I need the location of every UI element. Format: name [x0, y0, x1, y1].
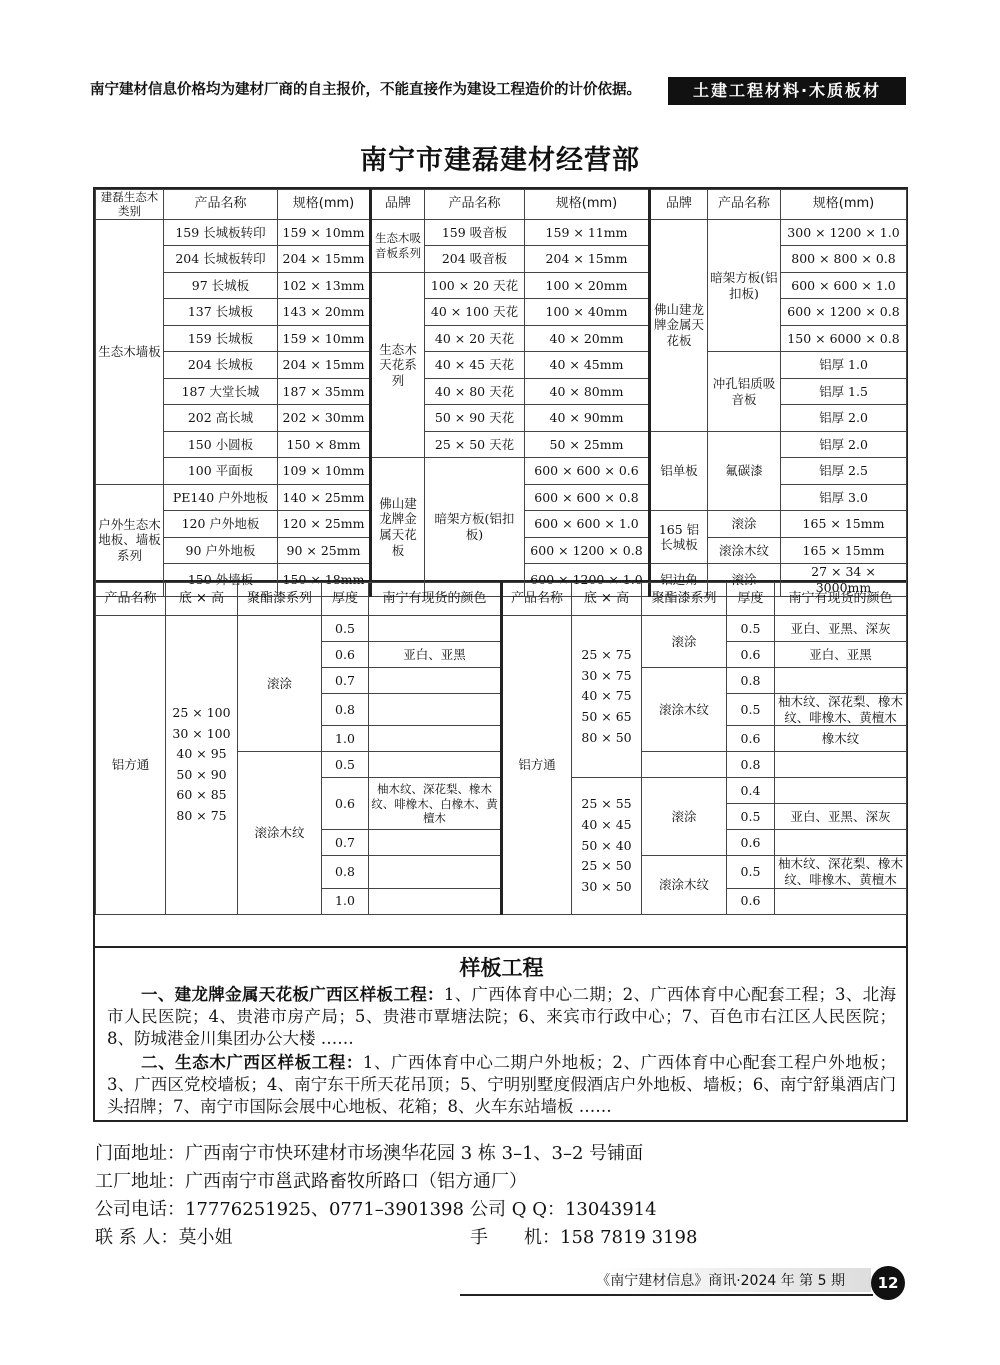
- brand-cell: 铝单板: [650, 431, 708, 511]
- table1-header: 产品名称: [708, 190, 781, 220]
- product-spec: 102 × 13mm: [278, 272, 371, 299]
- thickness: 0.6: [322, 778, 369, 830]
- category-cell: 户外生态木地板、墙板系列: [96, 484, 164, 596]
- table1-header: 建磊生态木类别: [96, 190, 164, 220]
- brand-cell: 铝边角: [650, 564, 708, 596]
- colors: [369, 888, 502, 914]
- table2-header: 底 × 高: [572, 583, 642, 616]
- table1-header: 品牌: [371, 190, 425, 220]
- paint-series: 滚涂: [642, 778, 727, 856]
- table-row: [96, 405, 907, 432]
- thickness: 0.7: [322, 668, 369, 694]
- projects-paragraph-1: [107, 984, 896, 1050]
- product-spec: 204 × 15mm: [278, 246, 371, 273]
- thickness: 0.8: [727, 668, 775, 694]
- product-spec: 109 × 10mm: [278, 458, 371, 485]
- colors: [775, 752, 907, 778]
- brand-cell: 165 铝长城板: [650, 511, 708, 564]
- product-spec: 120 × 25mm: [278, 511, 371, 538]
- table2-header: 南宁有现货的颜色: [369, 583, 502, 616]
- product-name: 暗架方板(铝扣板): [425, 458, 525, 596]
- thickness: 0.7: [322, 830, 369, 856]
- product-spec: 50 × 25mm: [525, 431, 650, 458]
- product-spec: 187 × 35mm: [278, 378, 371, 405]
- page-number: 12: [871, 1266, 905, 1300]
- projects-text-2: 1、广西体育中心二期户外地板；2、广西体育中心配套工程户外地板；3、广西区党校墙板；4、南宁东干所天花吊顶；5、宁明别墅度假酒店户外地板、墙板；6、南宁舒巢酒店门头招牌；7、南宁市国际会展中心地板、花箱；8、火车东站墙板 ……: [107, 1053, 897, 1116]
- product-name: 97 长城板: [164, 272, 278, 299]
- colors: 柚木纹、深花梨、橡木纹、啡橡木、白橡木、黄檀木: [369, 778, 502, 830]
- product-spec: 90 × 25mm: [278, 537, 371, 564]
- thickness: 0.8: [322, 856, 369, 888]
- header-banner: [90, 77, 906, 103]
- company-name: 南宁市建磊建材经营部: [360, 145, 640, 176]
- product-name: 187 大堂长城: [164, 378, 278, 405]
- table1-header: 品牌: [650, 190, 708, 220]
- colors: [369, 616, 502, 642]
- table-row: [96, 299, 907, 326]
- product-name: 100 平面板: [164, 458, 278, 485]
- product-name: 100 × 20 天花: [425, 272, 525, 299]
- thickness: 0.4: [727, 778, 775, 804]
- shop-address: 门面地址：广西南宁市快环建材市场澳华花园 3 栋 3–1、3–2 号铺面: [95, 1143, 644, 1164]
- product-name: 40 × 100 天花: [425, 299, 525, 326]
- product-name: 90 户外地板: [164, 537, 278, 564]
- product-spec: 铝厚 3.0: [781, 484, 907, 511]
- publication-info: 《南宁建材信息》商讯·2024 年 第 5 期: [596, 1273, 845, 1289]
- thickness: 0.8: [322, 694, 369, 726]
- product-name: 40 × 20 天花: [425, 325, 525, 352]
- product-spec: 800 × 800 × 0.8: [781, 246, 907, 273]
- product-name: 159 吸音板: [425, 219, 525, 246]
- table2-header: 厚度: [322, 583, 369, 616]
- colors: 亚白、亚黑: [369, 642, 502, 668]
- product-spec: 40 × 80mm: [525, 378, 650, 405]
- product-table-1: [93, 187, 908, 595]
- product-spec: 600 × 600 × 0.6: [525, 458, 650, 485]
- thickness: 0.5: [322, 752, 369, 778]
- product-table-2: [93, 582, 908, 948]
- product-spec: 27 × 34 × 3000mm: [781, 564, 907, 596]
- table-row: [96, 616, 907, 642]
- product-name: 滚涂: [708, 511, 781, 538]
- product-spec: 159 × 10mm: [278, 325, 371, 352]
- table1-header: 规格(mm): [781, 190, 907, 220]
- product-name: PE140 户外地板: [164, 484, 278, 511]
- size-list: 25 × 55 40 × 45 50 × 40 25 × 50 30 × 50: [572, 778, 642, 914]
- product-spec: 150 × 18mm: [278, 564, 371, 596]
- product-name: 冲孔铝质吸音板: [708, 352, 781, 432]
- projects-title: 样板工程: [459, 956, 544, 980]
- brand-cell: 佛山建龙牌金属天花板: [371, 458, 425, 596]
- colors: [369, 830, 502, 856]
- product-name: 202 高长城: [164, 405, 278, 432]
- product-name: 120 户外地板: [164, 511, 278, 538]
- company-phone: 公司电话：17776251925、0771–3901398: [95, 1199, 464, 1220]
- contact-person: 联 系 人：莫小姐: [95, 1227, 233, 1248]
- table2-header: 产品名称: [96, 583, 166, 616]
- product-name: 滚涂木纹: [708, 537, 781, 564]
- product-spec: 204 × 15mm: [278, 352, 371, 379]
- thickness: 0.5: [727, 694, 775, 726]
- table-row: [96, 219, 907, 246]
- product-spec: 165 × 15mm: [781, 537, 907, 564]
- brand-cell: 佛山建龙牌金属天花板: [650, 219, 708, 431]
- table1-header: 产品名称: [425, 190, 525, 220]
- table-row: [96, 352, 907, 379]
- product-spec: 204 × 15mm: [525, 246, 650, 273]
- table2-header: 产品名称: [502, 583, 572, 616]
- table2-header: 底 × 高: [166, 583, 238, 616]
- table-row: [96, 272, 907, 299]
- thickness: 0.5: [322, 616, 369, 642]
- table2-header: 厚度: [727, 583, 775, 616]
- colors: 柚木纹、深花梨、橡木纹、啡橡木、黄檀木: [775, 856, 907, 888]
- projects-paragraph-2: [107, 1052, 896, 1118]
- product-spec: 100 × 20mm: [525, 272, 650, 299]
- paint-series: 滚涂木纹: [642, 856, 727, 914]
- paint-series: [642, 752, 727, 778]
- thickness: 0.6: [727, 888, 775, 914]
- table1-header-row: [96, 190, 907, 220]
- product-name: 铝方通: [96, 616, 166, 915]
- thickness: 1.0: [322, 726, 369, 752]
- thickness: 1.0: [322, 888, 369, 914]
- product-name: 40 × 80 天花: [425, 378, 525, 405]
- product-spec: 140 × 25mm: [278, 484, 371, 511]
- product-spec: 40 × 20mm: [525, 325, 650, 352]
- table2-header-row: [96, 583, 907, 616]
- colors: [775, 778, 907, 804]
- brand-cell: 生态木吸音板系列: [371, 219, 425, 272]
- colors: [369, 694, 502, 726]
- product-spec: 100 × 40mm: [525, 299, 650, 326]
- table1-header: 规格(mm): [278, 190, 371, 220]
- product-spec: 铝厚 2.5: [781, 458, 907, 485]
- product-spec: 159 × 10mm: [278, 219, 371, 246]
- table2-header: 南宁有现货的颜色: [775, 583, 907, 616]
- colors: [775, 888, 907, 914]
- product-name: 204 吸音板: [425, 246, 525, 273]
- product-spec: 铝厚 2.0: [781, 405, 907, 432]
- brand-cell: 生态木天花系列: [371, 272, 425, 458]
- thickness: 0.6: [727, 642, 775, 668]
- colors: 亚白、亚黑、深灰: [775, 804, 907, 830]
- product-spec: 600 × 600 × 1.0: [781, 272, 907, 299]
- product-spec: 600 × 600 × 1.0: [525, 511, 650, 538]
- product-spec: 150 × 8mm: [278, 431, 371, 458]
- page-footer: [460, 1266, 905, 1302]
- section-title: 土建工程材料·木质板材: [668, 77, 906, 105]
- product-spec: 165 × 15mm: [781, 511, 907, 538]
- product-spec: 202 × 30mm: [278, 405, 371, 432]
- product-name: 滚涂: [708, 564, 781, 596]
- table-row: [96, 325, 907, 352]
- product-spec: 40 × 90mm: [525, 405, 650, 432]
- product-name: 150 小圆板: [164, 431, 278, 458]
- product-name: 暗架方板(铝扣板): [708, 219, 781, 352]
- product-name: 氟碳漆: [708, 431, 781, 511]
- category-cell: 生态木墙板: [96, 219, 164, 484]
- product-name: 40 × 45 天花: [425, 352, 525, 379]
- thickness: 0.5: [727, 856, 775, 888]
- product-spec: 143 × 20mm: [278, 299, 371, 326]
- table2-header: 聚酯漆系列: [238, 583, 322, 616]
- paint-series: 滚涂木纹: [238, 752, 322, 914]
- thickness: 0.6: [322, 642, 369, 668]
- table-row: [96, 431, 907, 458]
- colors: [369, 726, 502, 752]
- size-list: 25 × 75 30 × 75 40 × 75 50 × 65 80 × 50: [572, 616, 642, 778]
- table-row: [96, 458, 907, 485]
- product-spec: 600 × 1200 × 0.8: [525, 537, 650, 564]
- product-spec: 159 × 11mm: [525, 219, 650, 246]
- product-spec: 300 × 1200 × 1.0: [781, 219, 907, 246]
- colors: 亚白、亚黑、深灰: [775, 616, 907, 642]
- thickness: 0.6: [727, 726, 775, 752]
- projects-heading-2: 二、生态木广西区样板工程：: [141, 1053, 363, 1072]
- thickness: 0.5: [727, 616, 775, 642]
- thickness: 0.6: [727, 830, 775, 856]
- product-spec: 150 × 6000 × 0.8: [781, 325, 907, 352]
- table-row: [96, 246, 907, 273]
- paint-series: 滚涂木纹: [642, 668, 727, 752]
- table2-header: 聚酯漆系列: [642, 583, 727, 616]
- sample-projects: [93, 948, 908, 1122]
- disclaimer-notice: 南宁建材信息价格均为建材厂商的自主报价，不能直接作为建设工程造价的计价依据。: [90, 82, 641, 98]
- product-name: 159 长城板: [164, 325, 278, 352]
- table1-header: 产品名称: [164, 190, 278, 220]
- product-spec: 铝厚 1.0: [781, 352, 907, 379]
- thickness: 0.5: [727, 804, 775, 830]
- colors: [775, 668, 907, 694]
- mobile-phone: 手 机：158 7819 3198: [470, 1227, 698, 1248]
- table1-header: 规格(mm): [525, 190, 650, 220]
- factory-address: 工厂地址：广西南宁市邕武路畜牧所路口（铝方通厂）: [95, 1171, 527, 1192]
- colors: [369, 856, 502, 888]
- product-name: 204 长城板: [164, 352, 278, 379]
- paint-series: 滚涂: [238, 616, 322, 752]
- product-name: 159 长城板转印: [164, 219, 278, 246]
- colors: [775, 830, 907, 856]
- projects-text-1: 1、广西体育中心二期；2、广西体育中心配套工程；3、北海市人民医院；4、贵港市房产局；5、贵港市覃塘法院；6、来宾市行政中心；7、百色市右江区人民医院；8、防城港金川集团办公大楼 ……: [107, 985, 897, 1048]
- colors: 柚木纹、深花梨、橡木纹、啡橡木、黄檀木: [775, 694, 907, 726]
- company-qq: 公司 Q Q：13043914: [470, 1199, 657, 1220]
- product-spec: 铝厚 2.0: [781, 431, 907, 458]
- colors: [369, 752, 502, 778]
- projects-heading-1: 一、建龙牌金属天花板广西区样板工程：: [141, 985, 444, 1004]
- paint-series: 滚涂: [642, 616, 727, 668]
- product-name: 204 长城板转印: [164, 246, 278, 273]
- product-spec: 600 × 600 × 0.8: [525, 484, 650, 511]
- product-name: 50 × 90 天花: [425, 405, 525, 432]
- footer-rule: [460, 1294, 873, 1296]
- colors: 亚白、亚黑: [775, 642, 907, 668]
- product-name: 铝方通: [502, 616, 572, 915]
- product-spec: 铝厚 1.5: [781, 378, 907, 405]
- colors: [369, 668, 502, 694]
- product-name: 137 长城板: [164, 299, 278, 326]
- table-row: [96, 378, 907, 405]
- product-spec: 600 × 1200 × 0.8: [781, 299, 907, 326]
- product-name: 25 × 50 天花: [425, 431, 525, 458]
- product-spec: 600 × 1200 × 1.0: [525, 564, 650, 596]
- thickness: 0.8: [727, 752, 775, 778]
- product-spec: 40 × 45mm: [525, 352, 650, 379]
- size-list: 25 × 100 30 × 100 40 × 95 50 × 90 60 × 85 80 × 75: [166, 616, 238, 915]
- colors: 橡木纹: [775, 726, 907, 752]
- product-name: 150 外墙板: [164, 564, 278, 596]
